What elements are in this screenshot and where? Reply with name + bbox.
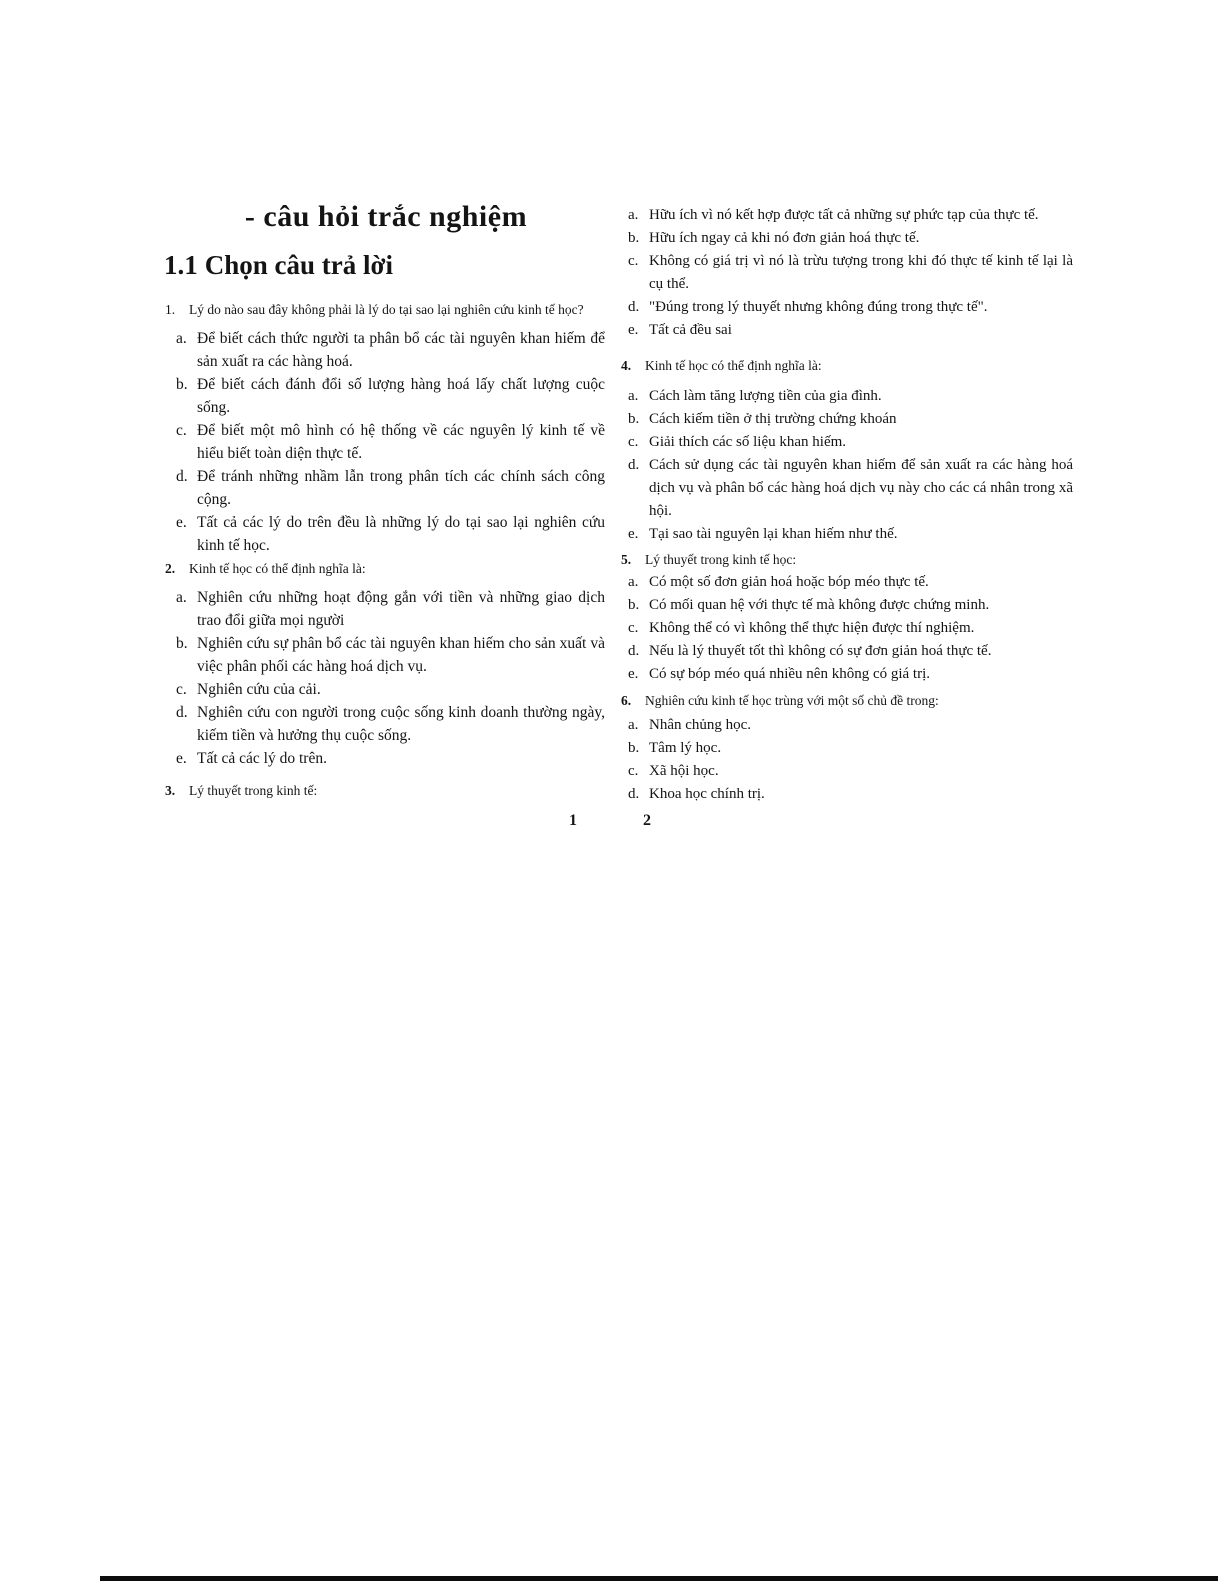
answer-option xyxy=(628,296,1073,319)
answer-option xyxy=(176,701,605,747)
option-letter: b. xyxy=(176,635,188,652)
option-text: Không thể có vì không thể thực hiện được thí nghiệm. xyxy=(649,620,975,636)
question-text: Kinh tế học có thể định nghĩa là: xyxy=(189,561,366,576)
option-letter: e. xyxy=(176,750,187,767)
answer-option xyxy=(176,678,605,701)
question-5-header xyxy=(621,548,1073,571)
answer-option xyxy=(628,319,1073,342)
option-text: Để biết cách đánh đổi số lượng hàng hoá lấy chất lượng cuộc sống. xyxy=(197,376,605,416)
option-text: Tại sao tài nguyên lại khan hiếm như thế. xyxy=(649,526,898,542)
page-number-right: 2 xyxy=(643,812,651,829)
answer-option xyxy=(628,523,1073,546)
answer-option xyxy=(176,747,605,770)
answer-option xyxy=(628,227,1073,250)
option-text: Để tránh những nhầm lẫn trong phân tích các chính sách công cộng. xyxy=(197,468,605,508)
right-column xyxy=(621,196,1073,806)
question-4 xyxy=(621,354,1073,546)
answer-option xyxy=(628,737,1073,760)
option-letter: b. xyxy=(628,411,640,427)
answer-option xyxy=(628,714,1073,737)
answer-option xyxy=(176,465,605,511)
option-letter: b. xyxy=(176,376,188,393)
option-letter: c. xyxy=(628,253,639,269)
option-text: Nhân chủng học. xyxy=(649,717,752,733)
option-text: Hữu ích ngay cả khi nó đơn giản hoá thực tế. xyxy=(649,230,920,246)
page-number-left: 1 xyxy=(569,812,577,829)
option-text: Có mối quan hệ với thực tế mà không được chứng minh. xyxy=(649,597,990,613)
option-letter: a. xyxy=(628,574,639,590)
option-letter: a. xyxy=(628,207,639,223)
option-text: Nghiên cứu con người trong cuộc sống kinh doanh thường ngày, kiếm tiền và hưởng thụ cuộc sống. xyxy=(197,704,605,744)
answer-option xyxy=(628,783,1073,806)
answer-option xyxy=(628,385,1073,408)
question-6 xyxy=(621,689,1073,806)
question-1-header xyxy=(165,298,605,321)
option-text: Không có giá trị vì nó là trừu tượng trong khi đó thực tế kinh tế lại là cụ thể. xyxy=(649,253,1073,292)
question-6-header xyxy=(621,689,1073,712)
option-letter: c. xyxy=(176,681,187,698)
option-letter: a. xyxy=(176,589,187,606)
section-heading xyxy=(164,250,393,281)
option-text: Nếu là lý thuyết tốt thì không có sự đơn giản hoá thực tế. xyxy=(649,643,992,659)
answer-option xyxy=(628,571,1073,594)
question-3-options-continued xyxy=(621,204,1073,342)
answer-option xyxy=(628,408,1073,431)
answer-option xyxy=(628,454,1073,523)
option-text: Tâm lý học. xyxy=(649,740,722,756)
option-letter: d. xyxy=(628,643,640,659)
question-4-header xyxy=(621,354,1073,377)
option-letter: c. xyxy=(176,422,187,439)
option-text: "Đúng trong lý thuyết nhưng không đúng trong thực tế". xyxy=(649,299,988,315)
option-letter: d. xyxy=(176,468,188,485)
question-number: 2. xyxy=(165,561,176,576)
option-text: Tất cả các lý do trên đều là những lý do tại sao lại nghiên cứu kinh tế học. xyxy=(197,514,605,554)
option-text: Cách làm tăng lượng tiền của gia đình. xyxy=(649,388,882,404)
question-number: 5. xyxy=(621,552,632,567)
section-number: 1.1 xyxy=(164,250,198,280)
question-text: Kinh tế học có thể định nghĩa là: xyxy=(645,358,822,373)
option-text: Nghiên cứu những hoạt động gắn với tiền và những giao dịch trao đổi giữa mọi người xyxy=(197,589,605,629)
option-letter: a. xyxy=(628,717,639,733)
bottom-scan-bar xyxy=(100,1576,1218,1581)
answer-option xyxy=(176,373,605,419)
answer-option xyxy=(628,250,1073,296)
answer-option xyxy=(176,632,605,678)
option-letter: a. xyxy=(628,388,639,404)
answer-option xyxy=(628,663,1073,686)
question-text: Lý thuyết trong kinh tế học: xyxy=(645,552,797,567)
answer-option xyxy=(628,617,1073,640)
option-text: Giải thích các số liệu khan hiếm. xyxy=(649,434,847,450)
question-text: Nghiên cứu kinh tế học trùng với một số chủ đề trong: xyxy=(645,693,939,708)
option-letter: e. xyxy=(628,322,639,338)
section-title: Chọn câu trả lời xyxy=(204,250,393,280)
answer-option xyxy=(176,419,605,465)
question-3 xyxy=(165,779,605,802)
option-letter: c. xyxy=(628,620,639,636)
option-text: Xã hội học. xyxy=(649,763,719,779)
option-text: Nghiên cứu sự phân bổ các tài nguyên khan hiếm cho sản xuất và việc phân phối các hàng hoá dịch vụ. xyxy=(197,635,605,675)
question-number: 6. xyxy=(621,693,632,708)
option-text: Có sự bóp méo quá nhiều nên không có giá trị. xyxy=(649,666,931,682)
option-text: Có một số đơn giản hoá hoặc bóp méo thực tế. xyxy=(649,574,929,590)
question-text: Lý do nào sau đây không phải là lý do tại sao lại nghiên cứu kinh tế học? xyxy=(189,302,584,317)
option-letter: b. xyxy=(628,230,640,246)
page-title: - câu hỏi trắc nghiệm xyxy=(244,200,528,233)
option-letter: b. xyxy=(628,597,640,613)
option-letter: d. xyxy=(628,457,640,473)
answer-option xyxy=(628,760,1073,783)
option-letter: c. xyxy=(628,763,639,779)
option-text: Cách sử dụng các tài nguyên khan hiếm để sản xuất ra các hàng hoá dịch vụ và phân bổ các hàng hoá dịch vụ này cho các cá nhân trong xã hội. xyxy=(649,457,1073,519)
option-letter: e. xyxy=(628,526,639,542)
option-text: Hữu ích vì nó kết hợp được tất cả những sự phức tạp của thực tế. xyxy=(649,207,1039,223)
question-2-header xyxy=(165,557,605,580)
question-1-options xyxy=(165,327,605,557)
option-text: Tất cả đều sai xyxy=(649,322,732,338)
question-6-options xyxy=(621,714,1073,806)
option-letter: c. xyxy=(628,434,639,450)
option-letter: d. xyxy=(628,786,640,802)
answer-option xyxy=(628,594,1073,617)
question-2 xyxy=(165,557,605,770)
option-text: Tất cả các lý do trên. xyxy=(197,750,327,767)
answer-option xyxy=(176,511,605,557)
question-number: 1. xyxy=(165,302,176,317)
option-text: Nghiên cứu của cải. xyxy=(197,681,321,698)
question-5 xyxy=(621,548,1073,686)
answer-option xyxy=(176,586,605,632)
left-column xyxy=(165,298,605,802)
question-2-options xyxy=(165,586,605,770)
answer-option xyxy=(628,431,1073,454)
option-text: Khoa học chính trị. xyxy=(649,786,765,802)
answer-option xyxy=(628,204,1073,227)
option-letter: a. xyxy=(176,330,187,347)
question-4-options xyxy=(621,385,1073,546)
question-3-header xyxy=(165,779,605,802)
option-letter: d. xyxy=(176,704,188,721)
answer-option xyxy=(628,640,1073,663)
option-text: Để biết một mô hình có hệ thống về các nguyên lý kinh tế về hiểu biết toàn diện thực tế. xyxy=(197,422,605,462)
question-text: Lý thuyết trong kinh tế: xyxy=(189,783,318,798)
option-text: Cách kiếm tiền ở thị trường chứng khoán xyxy=(649,411,897,427)
option-text: Để biết cách thức người ta phân bổ các tài nguyên khan hiếm để sản xuất ra các hàng hoá. xyxy=(197,330,605,370)
option-letter: d. xyxy=(628,299,640,315)
option-letter: e. xyxy=(176,514,187,531)
question-5-options xyxy=(621,571,1073,686)
answer-option xyxy=(176,327,605,373)
question-number: 3. xyxy=(165,783,176,798)
option-letter: e. xyxy=(628,666,639,682)
option-letter: b. xyxy=(628,740,640,756)
question-1 xyxy=(165,298,605,557)
question-number: 4. xyxy=(621,358,632,373)
